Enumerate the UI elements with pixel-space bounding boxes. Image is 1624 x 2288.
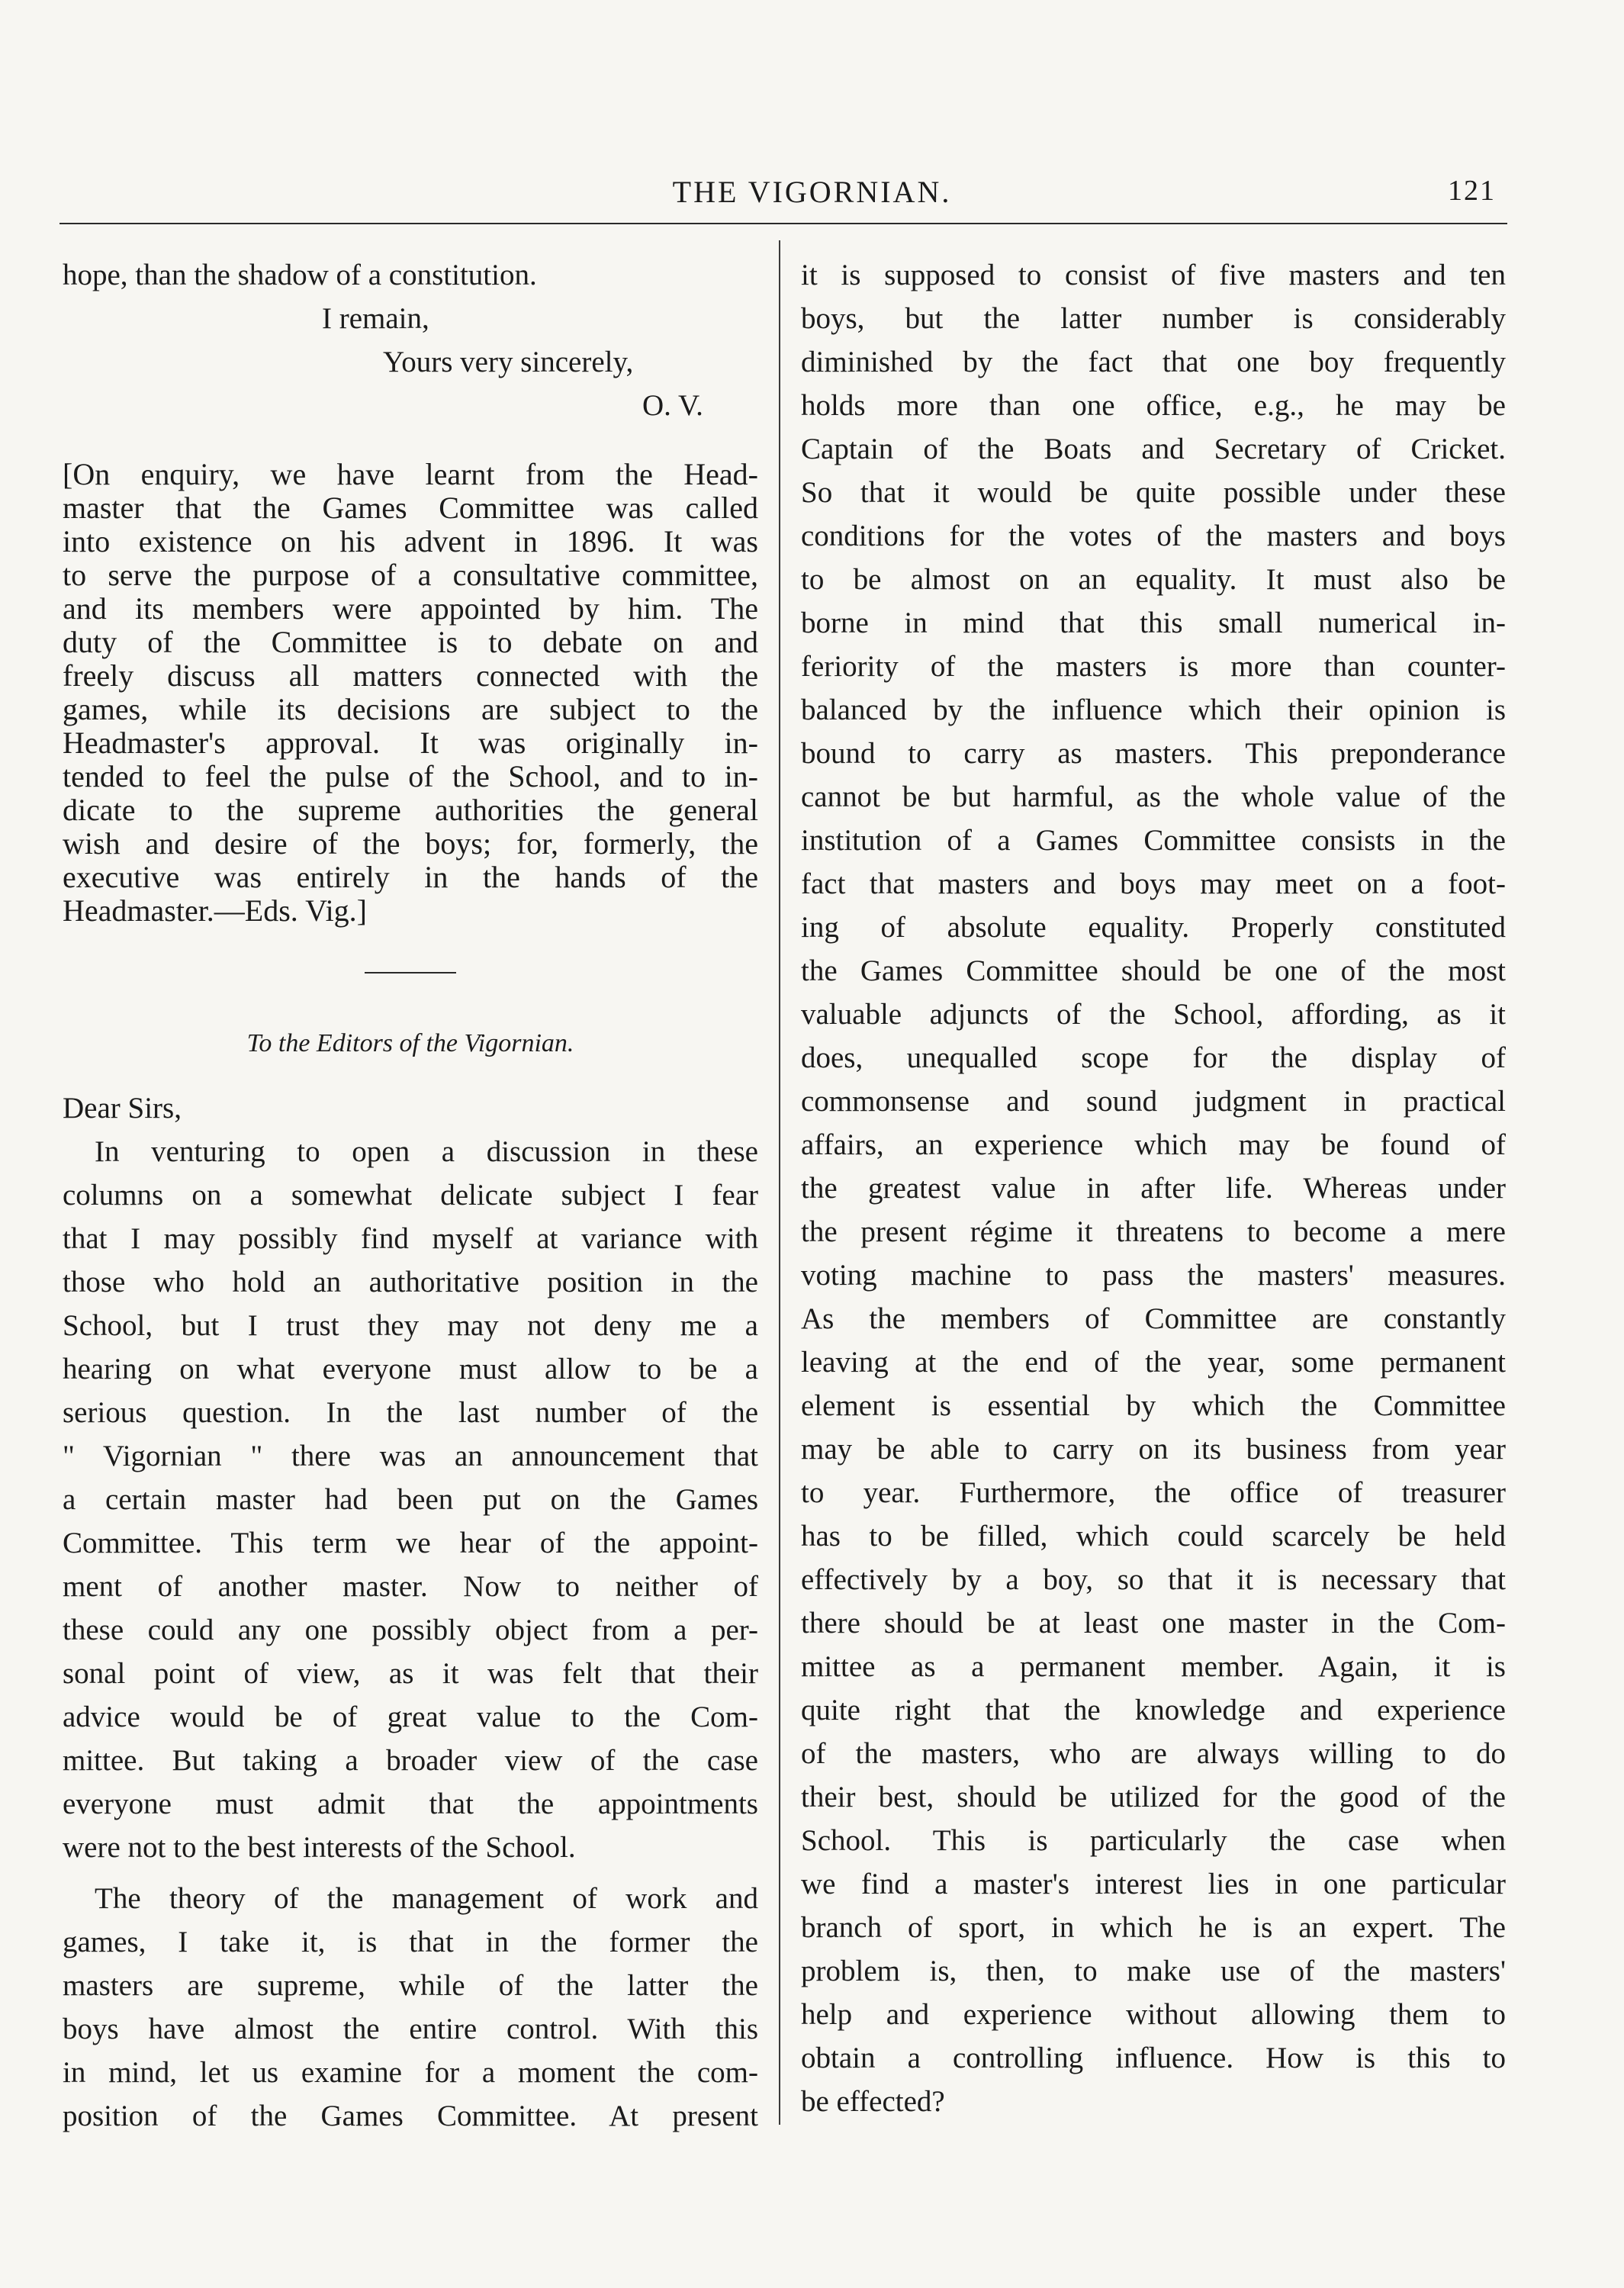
text-line: hope, than the shadow of a constitution. xyxy=(63,259,537,291)
text-line: mittee. But taking a broader view of the case xyxy=(63,1744,758,1777)
note-line: and its members were appointed by him. The xyxy=(63,592,758,626)
text-line: may be able to carry on its business from year xyxy=(801,1433,1506,1466)
text-line: fact that masters and boys may meet on a foot- xyxy=(801,867,1506,900)
note-line: tended to feel the pulse of the School, and to in- xyxy=(63,760,758,793)
text-line: to be almost on an equality. It must also be xyxy=(801,563,1506,596)
note-line: freely discuss all matters connected with the xyxy=(63,659,758,693)
text-line: borne in mind that this small numerical in- xyxy=(801,607,1506,639)
text-line: voting machine to pass the masters' measures. xyxy=(801,1259,1506,1292)
text-line: those who hold an authoritative position in the xyxy=(63,1266,758,1298)
letter-signature: O. V. xyxy=(642,389,703,422)
text-line: hearing on what everyone must allow to be a xyxy=(63,1353,758,1385)
note-line: duty of the Committee is to debate on and xyxy=(63,626,758,659)
text-line: affairs, an experience which may be found of xyxy=(801,1128,1506,1161)
text-line: " Vigornian " there was an announcement that xyxy=(63,1440,758,1472)
text-line: element is essential by which the Committee xyxy=(801,1389,1506,1422)
editor-note xyxy=(63,458,758,928)
text-line: boys have almost the entire control. With this xyxy=(63,2013,758,2045)
text-line: balanced by the influence which their opinion is xyxy=(801,693,1506,726)
text-line: help and experience without allowing them to xyxy=(801,1998,1506,2031)
page-number: 121 xyxy=(1448,175,1496,207)
text-line: advice would be of great value to the Com- xyxy=(63,1701,758,1733)
text-line: there should be at least one master in the Com- xyxy=(801,1607,1506,1640)
closing-phrase: I remain, xyxy=(322,302,429,335)
note-line: master that the Games Committee was called xyxy=(63,491,758,525)
text-line: these could any one possibly object from a per- xyxy=(63,1614,758,1646)
text-line: of the masters, who are always willing to do xyxy=(801,1737,1506,1770)
text-line: the Games Committee should be one of the most xyxy=(801,954,1506,987)
text-line: boys, but the latter number is considerably xyxy=(801,302,1506,335)
text-line: serious question. In the last number of the xyxy=(63,1396,758,1429)
text-line: masters are supreme, while of the latter the xyxy=(63,1969,758,2002)
closing-valediction: Yours very sincerely, xyxy=(383,346,634,378)
text-line: Committee. This term we hear of the appoint- xyxy=(63,1527,758,1559)
note-line: to serve the purpose of a consultative committee, xyxy=(63,558,758,592)
text-line: to year. Furthermore, the office of treasurer xyxy=(801,1476,1506,1509)
paragraph-2 xyxy=(63,1877,758,2138)
text-line: valuable adjuncts of the School, affording, as it xyxy=(801,998,1506,1031)
text-line: institution of a Games Committee consists in the xyxy=(801,824,1506,857)
text-line: School, but I trust they may not deny me a xyxy=(63,1309,758,1342)
text-line: holds more than one office, e.g., he may be xyxy=(801,389,1506,422)
column-divider xyxy=(779,240,780,2125)
text-line: feriority of the masters is more than counter- xyxy=(801,650,1506,683)
text-line: cannot be but harmful, as the whole value of the xyxy=(801,780,1506,813)
note-line: dicate to the supreme authorities the general xyxy=(63,793,758,827)
text-line: the greatest value in after life. Whereas under xyxy=(801,1172,1506,1205)
note-line: [On enquiry, we have learnt from the Head- xyxy=(63,458,758,491)
letter-close xyxy=(63,253,758,427)
text-line: everyone must admit that the appointments xyxy=(63,1788,758,1820)
text-line: the present régime it threatens to become a mere xyxy=(801,1215,1506,1248)
text-line: that I may possibly find myself at variance with xyxy=(63,1222,758,1255)
header-rule xyxy=(59,223,1507,224)
text-line: As the members of Committee are constantly xyxy=(801,1302,1506,1335)
note-line: games, while its decisions are subject to the xyxy=(63,693,758,726)
text-line: a certain master had been put on the Games xyxy=(63,1483,758,1516)
text-line: In venturing to open a discussion in these xyxy=(95,1135,758,1168)
text-line: diminished by the fact that one boy frequently xyxy=(801,346,1506,378)
text-line: position of the Games Committee. At present xyxy=(63,2100,758,2132)
text-line: effectively by a boy, so that it is necessary that xyxy=(801,1563,1506,1596)
text-line: it is supposed to consist of five masters and ten xyxy=(801,259,1506,291)
text-line: we find a master's interest lies in one particular xyxy=(801,1868,1506,1900)
text-line: ment of another master. Now to neither of xyxy=(63,1570,758,1603)
note-line: Headmaster.—Eds. Vig.] xyxy=(63,894,368,928)
paragraph-1 xyxy=(63,1130,758,1869)
running-title: THE VIGORNIAN. xyxy=(672,175,952,209)
letter-heading: To the Editors of the Vigornian. xyxy=(246,1029,574,1057)
text-line: branch of sport, in which he is an expert. The xyxy=(801,1911,1506,1944)
text-line: School. This is particularly the case when xyxy=(801,1824,1506,1857)
text-line: sonal point of view, as it was felt that their xyxy=(63,1657,758,1690)
text-line: columns on a somewhat delicate subject I fear xyxy=(63,1179,758,1212)
note-line: into existence on his advent in 1896. It was xyxy=(63,525,758,558)
text-line: commonsense and sound judgment in practical xyxy=(801,1085,1506,1118)
text-line: games, I take it, is that in the former the xyxy=(63,1926,758,1958)
text-line: has to be filled, which could scarcely be held xyxy=(801,1520,1506,1553)
salutation: Dear Sirs, xyxy=(63,1092,182,1125)
note-line: executive was entirely in the hands of the xyxy=(63,861,758,894)
text-line: leaving at the end of the year, some permanent xyxy=(801,1346,1506,1379)
text-line: quite right that the knowledge and experience xyxy=(801,1694,1506,1726)
text-line: Captain of the Boats and Secretary of Cricket. xyxy=(801,433,1506,465)
text-line: conditions for the votes of the masters and boys xyxy=(801,520,1506,552)
text-line: The theory of the management of work and xyxy=(95,1882,758,1915)
text-line: mittee as a permanent member. Again, it is xyxy=(801,1650,1506,1683)
text-line: their best, should be utilized for the good of the xyxy=(801,1781,1506,1813)
section-rule xyxy=(365,972,456,973)
note-line: wish and desire of the boys; for, formerly, the xyxy=(63,827,758,861)
text-line: does, unequalled scope for the display of xyxy=(801,1041,1506,1074)
text-line: So that it would be quite possible under these xyxy=(801,476,1506,509)
right-column xyxy=(801,253,1506,2123)
text-line: ing of absolute equality. Properly constituted xyxy=(801,911,1506,944)
note-line: Headmaster's approval. It was originally in- xyxy=(63,726,758,760)
text-line: be effected? xyxy=(801,2085,945,2118)
text-line: bound to carry as masters. This preponderance xyxy=(801,737,1506,770)
text-line: in mind, let us examine for a moment the com- xyxy=(63,2056,758,2089)
text-line: obtain a controlling influence. How is this to xyxy=(801,2042,1506,2074)
text-line: problem is, then, to make use of the masters' xyxy=(801,1955,1506,1987)
left-column xyxy=(63,253,758,2138)
text-line: were not to the best interests of the School. xyxy=(63,1831,576,1864)
